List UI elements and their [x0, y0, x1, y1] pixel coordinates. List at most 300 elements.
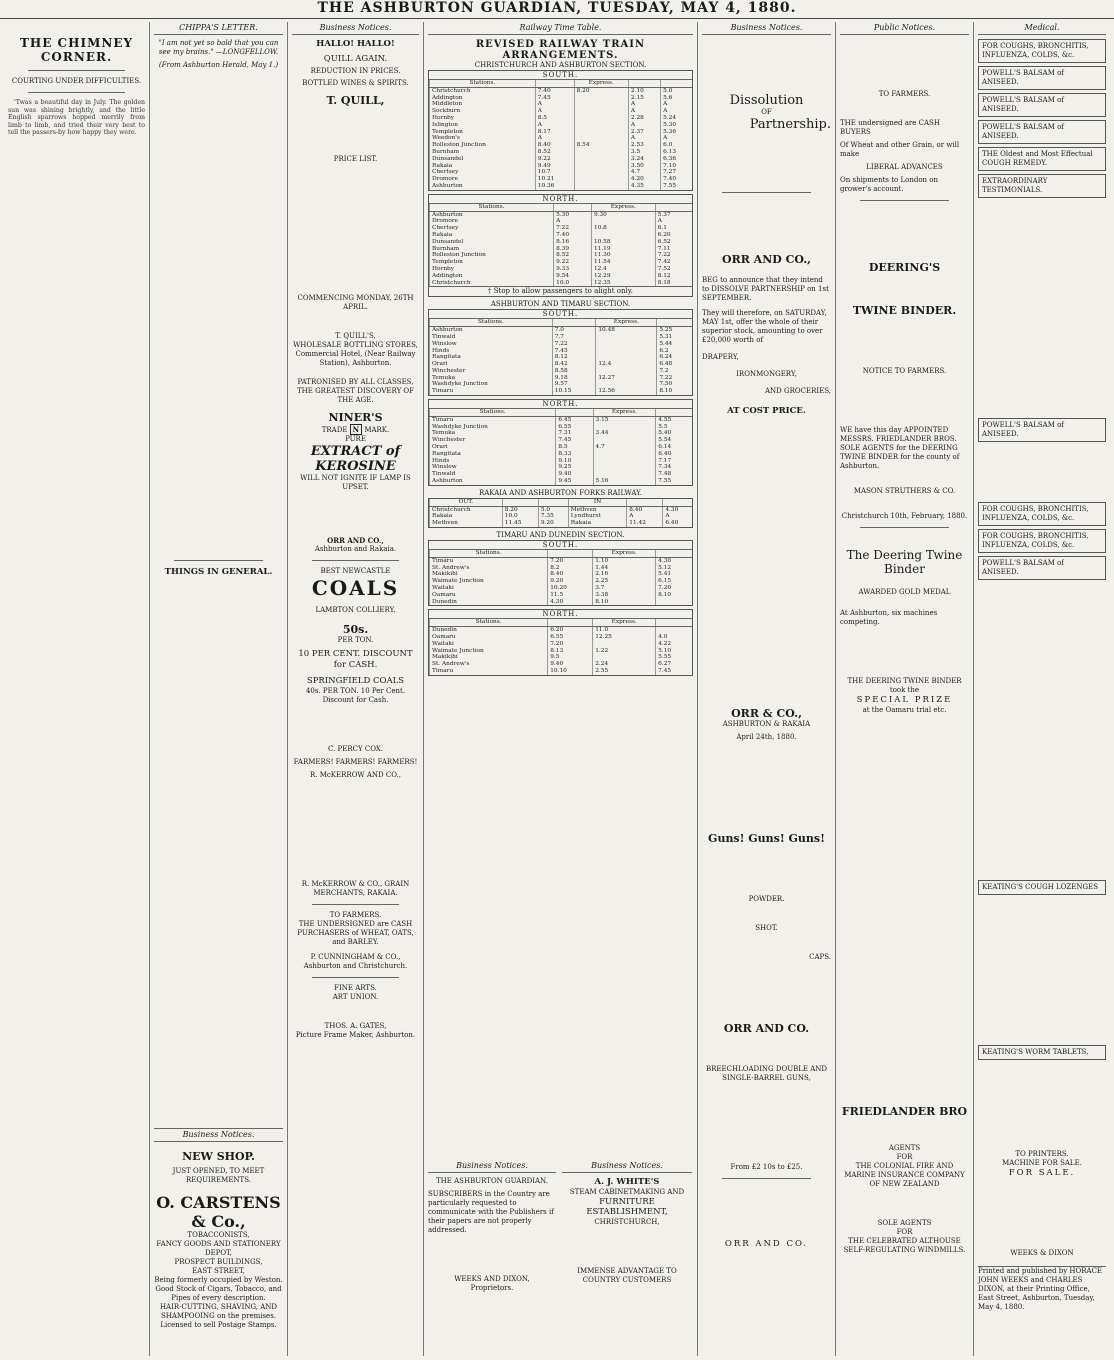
table-cell: 7.45 — [656, 668, 692, 675]
table-row — [430, 451, 693, 458]
table-cell — [596, 348, 657, 355]
undersigned: THE UNDERSIGNED are CASH PURCHASERS of WHEAT, OATS, and BARLEY. — [297, 919, 414, 946]
table-cell: 8.39 — [554, 246, 592, 253]
table-cell: 3.50 — [628, 163, 660, 170]
best-newcastle: BEST NEWCASTLE — [320, 567, 391, 575]
table-cell: 7.52 — [655, 266, 692, 273]
wholesale: WHOLESALE BOTTLING STORES, — [293, 341, 418, 349]
table-cell: Timaru — [430, 668, 548, 675]
carstens-line: HAIR-CUTTING, SHAVING, AND SHAMPOOING on the premises. — [159, 1302, 278, 1320]
chippa-motto: "I am not yet so bald that you can see my brains." —LONGFELLOW. — [158, 39, 279, 56]
table-row — [430, 169, 693, 176]
table-cell: Addington — [430, 273, 554, 280]
table-cell: 7.34 — [656, 464, 692, 471]
table-cell: Christchurch — [430, 506, 503, 513]
furniture: FURNITURE ESTABLISHMENT, — [586, 1196, 668, 1217]
table-row — [430, 334, 693, 341]
dissolution: Dissolution — [729, 93, 804, 108]
table-cell: 8.5 — [535, 115, 574, 122]
table-row — [430, 135, 693, 142]
south-label: SOUTH. — [429, 310, 692, 319]
new-shop-sub: JUST OPENED, TO MEET REQUIREMENTS. — [172, 1166, 265, 1184]
carstens-line: EAST STREET, — [192, 1266, 245, 1275]
column-medical — [974, 22, 1110, 1356]
table-cell — [574, 149, 628, 156]
table-cell: A — [661, 108, 692, 115]
table-cell: Methven — [568, 506, 626, 513]
table-cell: 6.36 — [661, 156, 692, 163]
stations-header: Stations. — [430, 550, 548, 557]
divider — [28, 92, 125, 93]
grain-merchants: R. McKERROW & CO., GRAIN MERCHANTS, RAKAIA. — [301, 879, 410, 897]
table-cell: A — [535, 135, 574, 142]
table-row — [430, 273, 693, 280]
table-cell: 9.25 — [556, 464, 593, 471]
table-row — [430, 592, 693, 599]
oldest-remedy: THE Oldest and Most Effectual COUGH REMEDY. — [978, 147, 1106, 171]
cunningham: P. CUNNINGHAM & CO., — [310, 952, 401, 961]
table-cell: A — [628, 108, 660, 115]
table-cell: 7.48 — [656, 471, 692, 478]
orr-co-sub: Ashburton and Rakaia. — [314, 545, 397, 553]
orr-and-co: ORR AND CO., — [721, 253, 811, 266]
table-row — [430, 252, 693, 259]
breechloading: BREECHLOADING DOUBLE AND SINGLE-BARREL GUNS, — [705, 1064, 828, 1082]
table-row — [430, 87, 693, 94]
table-cell: 12.29 — [591, 273, 655, 280]
railway-title: REVISED RAILWAY TRAIN ARRANGEMENTS. — [475, 39, 646, 61]
white-name: A. J. WHITE'S — [594, 1177, 660, 1187]
table-cell: Orari — [430, 361, 553, 368]
table-cell: Weedon's — [430, 135, 536, 142]
south-label: SOUTH. — [429, 541, 692, 550]
carstens-line: Licensed to sell Postage Stamps. — [160, 1320, 277, 1329]
table-cell: 7.31 — [556, 430, 593, 437]
divider — [174, 560, 263, 561]
niner-logo-icon: N — [350, 424, 362, 435]
deering-binder-3: THE DEERING TWINE BINDER — [847, 677, 962, 685]
table-cell: 9.22 — [535, 156, 574, 163]
table-cell: 9.45 — [556, 478, 593, 485]
table-cell — [574, 163, 628, 170]
table-forks — [429, 499, 692, 527]
table-row — [430, 225, 693, 232]
table-cell: Hornby — [430, 115, 536, 122]
table-cell — [593, 464, 656, 471]
table-cell: Burnham — [430, 149, 536, 156]
table-row — [430, 641, 693, 648]
althouse: THE CELEBRATED ALTHOUSE SELF-REGULATING WINDMILLS. — [843, 1236, 966, 1254]
table-cell — [591, 232, 655, 239]
mason-date: Christchurch 10th, February, 1880. — [841, 512, 968, 520]
partnership: Partnership. — [749, 117, 831, 132]
table-cell: 8.12 — [552, 354, 596, 361]
table-row — [430, 327, 693, 334]
table-cell: 9.20 — [538, 520, 568, 527]
table-row — [430, 424, 693, 431]
table-cell: 5.55 — [656, 654, 692, 661]
weeks-dixon: WEEKS AND DIXON, — [454, 1275, 530, 1283]
table-cell: A — [628, 122, 660, 129]
table-cell: 4.7 — [628, 169, 660, 176]
table-cell: Addington — [430, 95, 536, 102]
table-row — [430, 416, 693, 423]
table-cell: 2.24 — [593, 661, 656, 668]
table-cell: 6.13 — [661, 149, 692, 156]
quill-again: QUILL AGAIN. — [323, 53, 388, 64]
table-cell: 7.17 — [656, 458, 692, 465]
table-cell: Washdyke Junction — [430, 381, 553, 388]
table-cell: 12.27 — [596, 375, 657, 382]
table-cell: 7.27 — [661, 169, 692, 176]
timetable-forks — [428, 498, 693, 528]
table-cell: 4.20 — [628, 176, 660, 183]
table-cell: 4.30 — [548, 599, 593, 606]
price-list: PRICE LIST. — [333, 155, 378, 163]
table-cell: 6.48 — [657, 361, 692, 368]
table-cell: 5.44 — [657, 341, 692, 348]
table-cell: 11.30 — [591, 252, 655, 259]
table-cell: 3.44 — [593, 430, 656, 437]
table-cell — [574, 135, 628, 142]
table-cell: 7.55 — [656, 478, 692, 485]
table-cell: A — [628, 135, 660, 142]
coughs-ad: FOR COUGHS, BRONCHITIS, INFLUENZA, COLDS, &c. — [978, 502, 1106, 526]
table-row — [430, 585, 693, 592]
powder: POWDER. — [748, 894, 785, 903]
table-row — [430, 627, 693, 634]
table-row — [430, 375, 693, 382]
north-label: NORTH. — [429, 195, 692, 204]
notice-to-farmers: NOTICE TO FARMERS. — [862, 367, 947, 375]
table-cell: A — [663, 513, 692, 520]
stop-note: † Stop to allow passengers to alight only. — [429, 286, 692, 296]
table-cell: 5.16 — [593, 478, 656, 485]
table-row — [430, 661, 693, 668]
table-row — [430, 239, 693, 246]
table-row — [430, 648, 693, 655]
table-cell: 7.35 — [538, 513, 568, 520]
mason-struthers: MASON STRUTHERS & CO. — [853, 487, 956, 495]
table-cell: 3.7 — [593, 585, 656, 592]
stations-header: Stations. — [430, 319, 553, 326]
table-row — [430, 578, 693, 585]
shot: SHOT. — [755, 923, 778, 932]
table-cell: 4.55 — [656, 416, 692, 423]
table-cell: 8.20 — [574, 87, 628, 94]
trade-label: TRADE — [321, 426, 348, 434]
timetable-south-3 — [428, 540, 693, 606]
table-cell: 7.42 — [655, 259, 692, 266]
table-cell: 6.52 — [655, 239, 692, 246]
table-cell: 11.42 — [627, 520, 663, 527]
table-south-2 — [429, 319, 692, 395]
column-railway — [424, 22, 698, 1356]
percy-cox: C. PERCY COX. — [327, 744, 384, 753]
in-header: IN — [568, 499, 626, 506]
cash-buyers: THE undersigned are CASH BUYERS — [840, 119, 940, 136]
mark-label: MARK. — [364, 426, 390, 434]
special-prize: SPECIAL PRIZE — [856, 695, 953, 705]
table-cell: Timaru — [430, 557, 548, 564]
table-cell — [591, 218, 655, 225]
table-row — [430, 259, 693, 266]
for-label-2: FOR — [896, 1227, 913, 1236]
table-cell: 10.8 — [591, 225, 655, 232]
table-cell: Makikihi — [430, 571, 548, 578]
table-cell: Rakaia — [568, 520, 626, 527]
chimney-subtitle: COURTING UNDER DIFFICULTIES. — [11, 77, 142, 85]
table-cell — [596, 354, 657, 361]
table-cell: 2.16 — [593, 571, 656, 578]
table-cell: Rangitata — [430, 354, 553, 361]
coals: COALS — [311, 576, 400, 600]
columns — [4, 22, 1110, 1356]
table-cell: 10.0 — [554, 280, 592, 287]
table-cell: 8.33 — [556, 451, 593, 458]
table-cell: Christchurch — [430, 280, 554, 287]
express-header: Express. — [593, 619, 656, 626]
t-quill: T. QUILL, — [326, 94, 385, 107]
table-cell: 5.12 — [656, 565, 692, 572]
north-label: NORTH. — [429, 400, 692, 409]
new-shop: NEW SHOP. — [182, 1149, 255, 1163]
section-timaru-dunedin: TIMARU AND DUNEDIN SECTION. — [496, 531, 625, 540]
express-header: Express. — [591, 204, 655, 211]
groceries: AND GROCERIES, — [764, 387, 831, 395]
price-50s: 50s. — [342, 623, 369, 636]
out-header: OUT. — [430, 499, 503, 506]
orr-and-co-2: ORR AND CO. — [723, 1021, 810, 1035]
proprietors: Proprietors. — [470, 1284, 514, 1292]
business-notices-head: Business Notices. — [292, 22, 419, 35]
public-notices-head: Public Notices. — [840, 22, 969, 35]
north-label: NORTH. — [429, 610, 692, 619]
table-cell: 8.10 — [657, 388, 692, 395]
table-cell — [574, 101, 628, 108]
carstens-line: Good Stock of Cigars, Tobacco, and Pipes of every description. — [155, 1284, 282, 1302]
table-row — [430, 444, 693, 451]
table-row — [430, 348, 693, 355]
chimney-story — [8, 99, 145, 137]
table-cell: 2.10 — [628, 87, 660, 94]
deering-twine-binder: The Deering Twine Binder — [846, 548, 963, 576]
table-row — [430, 388, 693, 395]
table-cell: A — [627, 513, 663, 520]
table-row — [430, 668, 693, 675]
table-cell — [574, 169, 628, 176]
table-row — [430, 280, 693, 287]
medical-head: Medical. — [978, 22, 1106, 35]
table-cell: 6.45 — [556, 416, 593, 423]
table-cell: Rolleston Junction — [430, 142, 536, 149]
weeks-dixon: WEEKS & DIXON — [1010, 1248, 1074, 1257]
table-cell: 9.22 — [554, 259, 592, 266]
stations-header: Stations. — [430, 204, 554, 211]
took-the: took the — [889, 686, 920, 694]
table-cell: 8.16 — [554, 239, 592, 246]
table-row — [430, 183, 693, 190]
table-cell: Middleton — [430, 101, 536, 108]
table-cell: 6.27 — [656, 661, 692, 668]
table-cell: 4.30 — [663, 506, 692, 513]
table-cell: 11.45 — [502, 520, 538, 527]
table-row — [430, 211, 693, 218]
timetable-north-2 — [428, 399, 693, 486]
sole-agents: SOLE AGENTS — [877, 1218, 932, 1227]
table-row — [430, 520, 693, 527]
table-cell: A — [661, 135, 692, 142]
table-cell — [574, 176, 628, 183]
table-north-2 — [429, 409, 692, 485]
deerings: DEERING'S — [868, 261, 941, 274]
table-cell: Oamaru — [430, 592, 548, 599]
table-cell: 5.31 — [657, 334, 692, 341]
carstens-name: O. CARSTENS & Co., — [156, 1192, 281, 1231]
timetable-south-1 — [428, 70, 693, 191]
for-sale: FOR SALE. — [1008, 1168, 1076, 1178]
table-cell: Burnham — [430, 246, 554, 253]
table-cell: 8.10 — [593, 599, 656, 606]
table-cell: 4.7 — [593, 444, 656, 451]
orr-date: April 24th, 1880. — [736, 732, 797, 741]
table-row — [430, 437, 693, 444]
table-cell: 4.30 — [656, 557, 692, 564]
table-cell: 7.45 — [556, 437, 593, 444]
white-sub: STEAM CABINETMAKING AND — [569, 1187, 685, 1196]
table-cell: Dunsandel — [430, 156, 536, 163]
dissolution-of: OF — [761, 108, 772, 116]
table-cell: 6.55 — [548, 634, 593, 641]
orr-co: ORR AND CO., — [327, 536, 384, 545]
divider — [722, 1178, 811, 1179]
art-union: ART UNION. — [332, 992, 379, 1001]
table-cell: 5.36 — [661, 129, 692, 136]
table-cell: Ashburton — [430, 478, 556, 485]
table-row — [430, 354, 693, 361]
table-cell — [593, 458, 656, 465]
table-cell: 11.5 — [548, 592, 593, 599]
table-cell: 5.0 — [538, 506, 568, 513]
table-cell: 2.25 — [593, 578, 656, 585]
trade-mark — [292, 424, 419, 435]
table-cell: 9.40 — [548, 661, 593, 668]
table-row — [430, 471, 693, 478]
table-cell: 3.5 — [628, 149, 660, 156]
divider — [312, 977, 399, 978]
table-cell: 6.2 — [657, 348, 692, 355]
table-row — [430, 464, 693, 471]
bottled: BOTTLED WINES & SPIRITS. — [302, 79, 409, 87]
table-cell — [593, 424, 656, 431]
table-row — [430, 478, 693, 485]
table-cell: 7.55 — [661, 183, 692, 190]
trials: At Ashburton, six machines competing. — [840, 609, 938, 626]
table-cell: Temuka — [430, 375, 553, 382]
stations-header: Stations. — [430, 80, 536, 87]
white-christchurch: CHRISTCHURCH, — [594, 1217, 660, 1226]
table-cell: 8.42 — [552, 361, 596, 368]
table-row — [430, 368, 693, 375]
chippa-source: (From Ashburton Herald, May 1.) — [158, 61, 279, 69]
table-cell: 7.20 — [656, 585, 692, 592]
table-cell: 6.20 — [548, 627, 593, 634]
table-cell: 7.40 — [535, 87, 574, 94]
table-cell: 9.33 — [554, 266, 592, 273]
table-cell: 8.54 — [574, 142, 628, 149]
table-cell: Washdyke Junction — [430, 424, 556, 431]
table-cell: 7.45 — [552, 348, 596, 355]
at-cost-price: AT COST PRICE. — [727, 406, 806, 416]
table-row — [430, 634, 693, 641]
powell-ad: POWELL'S BALSAM of ANISEED. — [978, 120, 1106, 144]
table-cell: 1.10 — [593, 557, 656, 564]
table-cell: 7.2 — [657, 368, 692, 375]
powell-ad: POWELL'S BALSAM of ANISEED. — [978, 93, 1106, 117]
orr-rakaia-sub: ASHBURTON & RAKAIA — [722, 719, 811, 728]
table-cell: 8.40 — [535, 142, 574, 149]
table-cell: 8.18 — [655, 280, 692, 287]
table-cell: Dromore — [430, 176, 536, 183]
table-row — [430, 149, 693, 156]
column-public-notices — [836, 22, 974, 1356]
gun-prices: From £2 10s to £25. — [730, 1162, 803, 1171]
divider — [860, 527, 949, 528]
carstens-line: FANCY GOODS AND STATIONERY DEPOT, — [156, 1239, 281, 1257]
patronised: PATRONISED BY ALL CLASSES, — [297, 378, 414, 386]
column-orr — [698, 22, 836, 1356]
table-cell: 6.1 — [655, 225, 692, 232]
business-notices-head: Business Notices. — [154, 1128, 283, 1142]
table-row — [430, 565, 693, 572]
table-cell: 11.0 — [593, 627, 656, 634]
beg-announce: BEG to announce that they intend to DISSOLVE PARTNERSHIP on 1st SEPTEMBER. — [702, 276, 829, 302]
table-cell: Dromore — [430, 218, 554, 225]
business-notices-head: Business Notices. — [702, 22, 831, 35]
table-cell — [656, 627, 692, 634]
table-cell — [656, 599, 692, 606]
table-cell: 2.55 — [593, 668, 656, 675]
table-cell: 12.4 — [591, 266, 655, 273]
pure: PURE — [345, 435, 366, 443]
table-cell: Hinds — [430, 348, 553, 355]
divider — [860, 200, 949, 201]
table-cell: A — [628, 101, 660, 108]
table-cell: 5.25 — [657, 327, 692, 334]
table-cell: 5.54 — [656, 437, 692, 444]
coughs-ad: FOR COUGHS, BRONCHITIS, INFLUENZA, COLDS, &c. — [978, 529, 1106, 553]
keatings-worm: KEATING'S WORM TABLETS, — [978, 1045, 1106, 1060]
table-cell — [596, 368, 657, 375]
table-cell: Tinwald — [430, 471, 556, 478]
table-cell: St. Andrew's — [430, 661, 548, 668]
table-cell: Dunedin — [430, 599, 548, 606]
table-cell — [596, 381, 657, 388]
table-cell — [574, 122, 628, 129]
reduction: REDUCTION IN PRICES. — [310, 67, 401, 75]
table-cell: 5.5 — [656, 424, 692, 431]
table-north-1 — [429, 204, 692, 287]
business-notices-head: Business Notices. — [562, 1160, 692, 1173]
table-cell: Dunsandel — [430, 239, 554, 246]
table-cell: Waimate Junction — [430, 578, 548, 585]
table-cell: Templeton — [430, 259, 554, 266]
section-christchurch-ashburton: CHRISTCHURCH AND ASHBURTON SECTION. — [474, 61, 647, 69]
table-cell: 4.35 — [628, 183, 660, 190]
table-cell: 9.18 — [552, 375, 596, 382]
table-cell — [593, 437, 656, 444]
table-row — [430, 599, 693, 606]
